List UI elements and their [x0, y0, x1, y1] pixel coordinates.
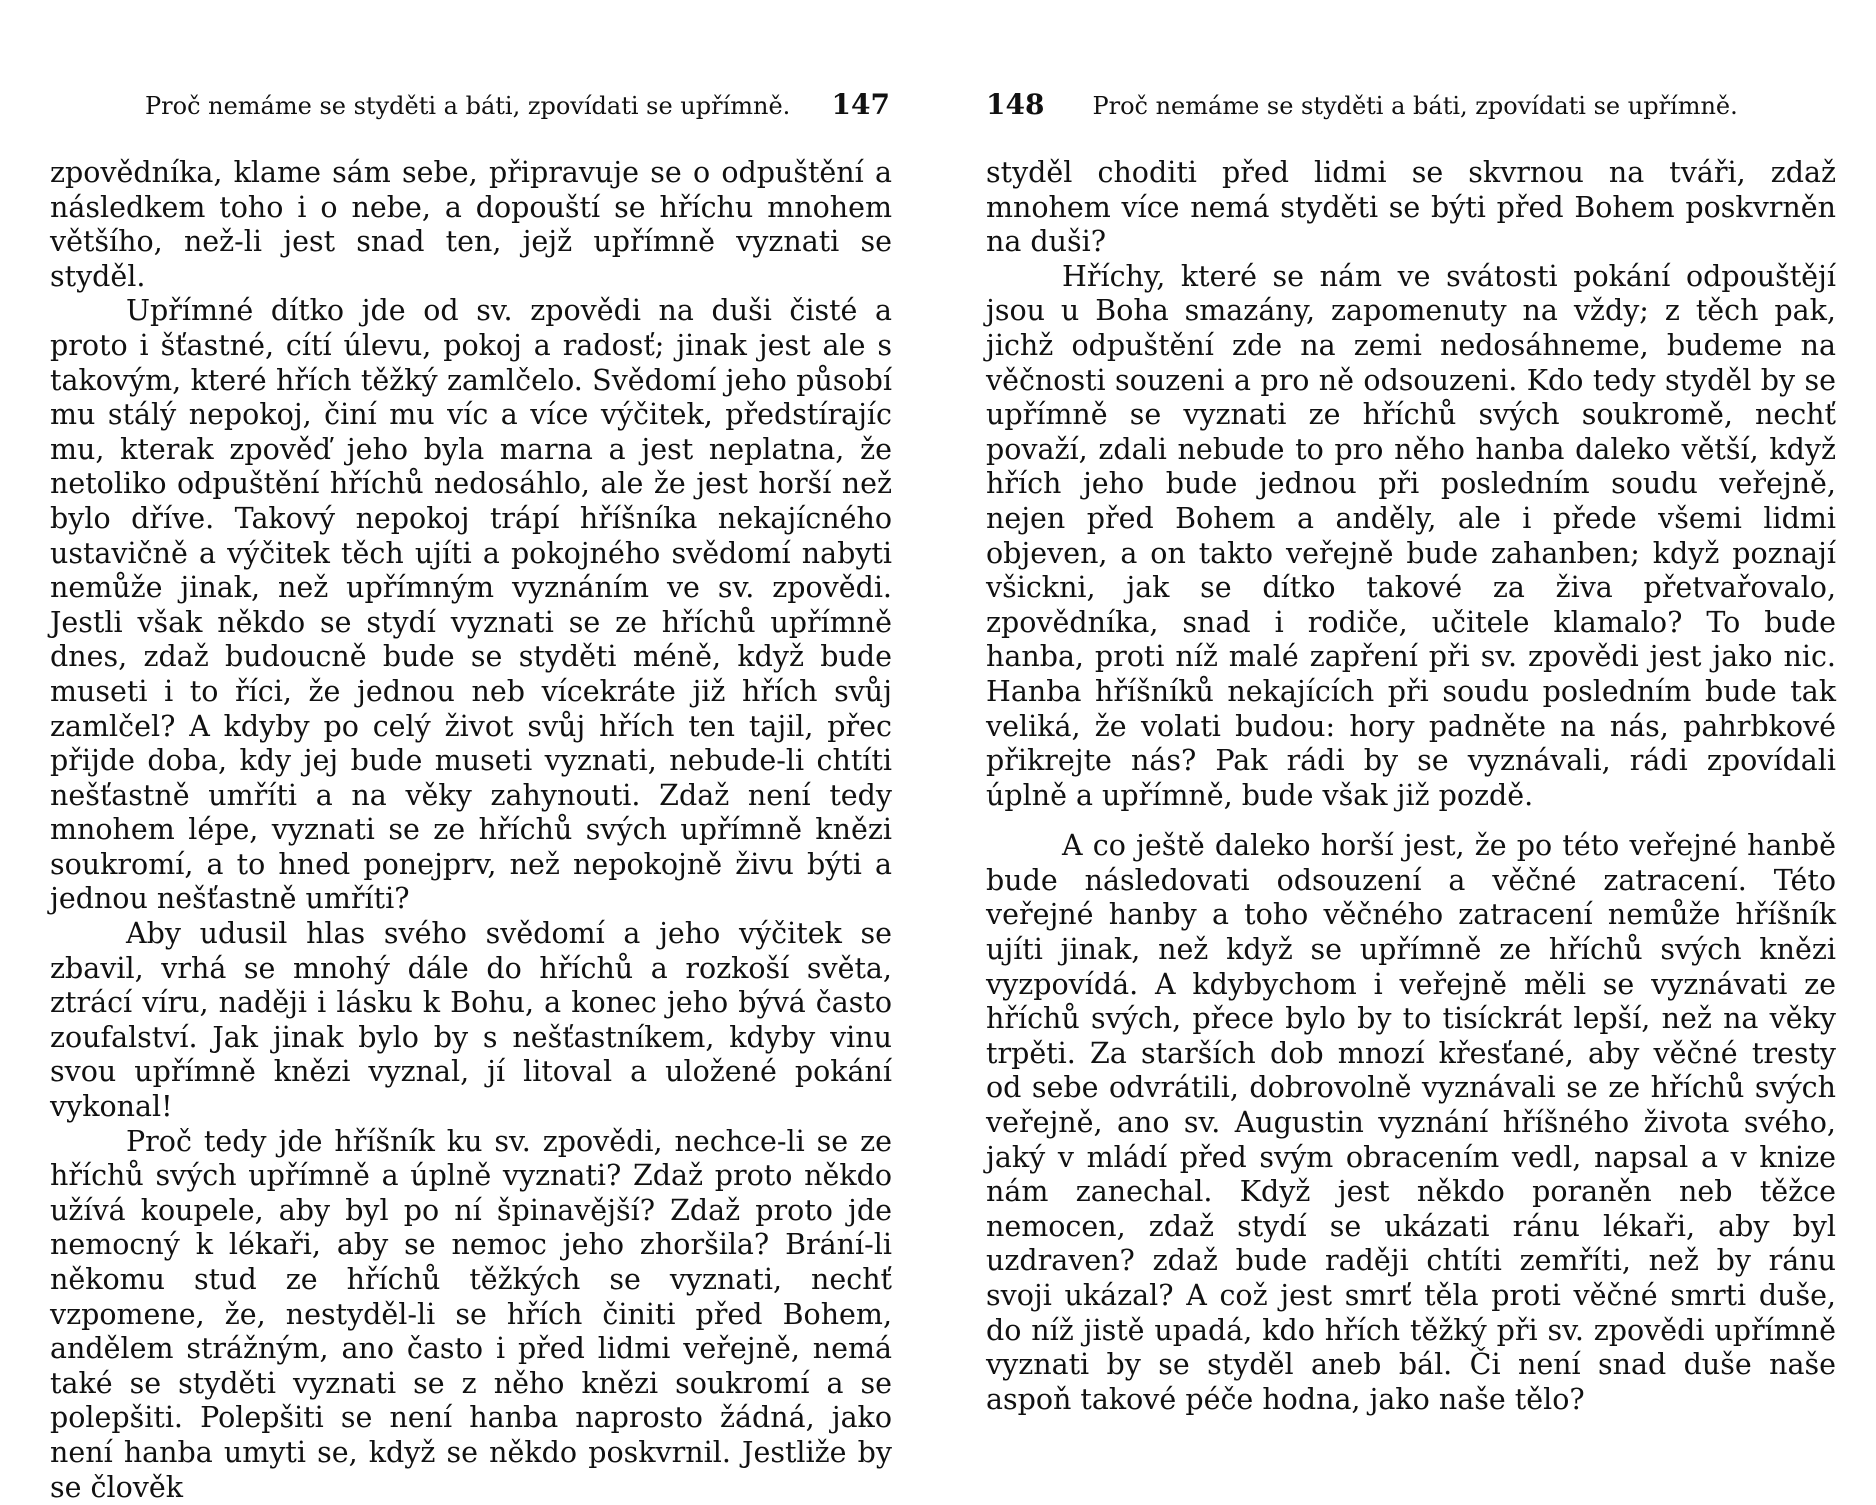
- page-body: [986, 156, 1836, 1417]
- paragraph: styděl choditi před lidmi se skvrnou na tváři, zdaž mnohem více nemá styděti se býti před Bohem poskvrněn na duši?: [986, 156, 1836, 259]
- paragraph: Upřímné dítko jde od sv. zpovědi na duši čisté a proto i šťastné, cítí úlevu, pokoj a radosť; jinak jest ale s takovým, které hřích těžký zamlčelo. Svědomí jeho působí mu stálý nepokoj, činí mu víc a více výčitek, předstírajíc mu, kterak zpověď jeho byla marna a jest neplatna, že netoliko odpuštění hříchů nedosáhlo, ale že jest horší než bylo dříve. Takový nepokoj trápí hříšníka nekajícného ustavičně a výčitek těch ujíti a pokojného svědomí nabyti nemůže jinak, než upřímným vyznáním ve sv. zpovědi. Jestli však někdo se stydí vyznati se ze hříchů upřímně dnes, zdaž budoucně bude se styděti méně, když bude museti i to říci, že jednou neb vícekráte již hřích svůj zamlčel? A kdyby po celý život svůj hřích ten tajil, přec přijde doba, kdy jej bude museti vyznati, nebude-li chtíti nešťastně umříti a na věky zahynouti. Zdaž není tedy mnohem lépe, vyznati se ze hříchů svých upřímně knězi soukromí, a to hned ponejprv, než nepokojně živu býti a jednou nešťastně umříti?: [50, 294, 892, 916]
- paragraph: Proč tedy jde hříšník ku sv. zpovědi, nechce-li se ze hříchů svých upřímně a úplně vyznati? Zdaž proto někdo užívá koupele, aby byl po ní špinavější? Zdaž proto jde nemocný k lékaři, aby se nemoc jeho zhoršila? Brání-li někomu stud ze hříchů těžkých se vyznati, nechť vzpomene, že, nestyděl-li se hřích činiti před Bohem, andělem strážným, ano často i před lidmi veřejně, nemá také se styděti vyznati se z něho knězi soukromí a se polepšiti. Polepšiti se není hanba naprosto žádná, jako není hanba umyti se, když se někdo poskvrnil. Jestliže by se člověk: [50, 1124, 892, 1504]
- paragraph: Hříchy, které se nám ve svátosti pokání odpouštějí jsou u Boha smazány, zapomenuty na vždy; z těch pak, jichž odpuštění zde na zemi nedosáhneme, budeme na věčnosti souzeni a pro ně odsouzeni. Kdo tedy styděl by se upřímně se vyznati ze hříchů svých soukromě, nechť považí, zdali nebude to pro něho hanba daleko větší, když hřích jeho bude jednou při posledním soudu veřejně, nejen před Bohem a anděly, ale i přede všemi lidmi objeven, a on takto veřejně bude zahanben; když poznají všickni, jak se dítko takové za živa přetvařovalo, zpovědníka, snad i rodiče, učitele klamalo? To bude hanba, proti níž malé zapření při sv. zpovědi jest jako nic. Hanba hříšníků nekajících při soudu posledním bude tak veliká, že volati budou: hory padněte na nás, pahrbkové přikrejte nás? Pak rádi by se vyznávali, rádi zpovídali úplně a upřímně, bude však již pozdě.: [986, 259, 1836, 812]
- left-page: [0, 0, 938, 1504]
- paragraph: A co ještě daleko horší jest, že po této veřejné hanbě bude následovati odsouzení a věčné zatracení. Této veřejné hanby a toho věčného zatracení nemůže hříšník ujíti jinak, než když se upřímně ze hříchů svých knězi vyzpovídá. A kdybychom i veřejně měli se vyznávati ze hříchů svých, přece bylo by to tisíckrát lepší, než na věky trpěti. Za starších dob mnozí křesťané, aby věčné tresty od sebe odvrátili, dobrovolně vyznávali se ze hříchů svých veřejně, ano sv. Augustin vyznání hříšného života svého, jaký v mládí před svým obracením vedl, napsal a v knize nám zanechal. Když jest někdo poraněn neb těžce nemocen, zdaž stydí se ukázati ránu lékaři, aby byl uzdraven? zdaž bude raději chtíti zemříti, než by ránu svoji ukázal? A což jest smrť těla proti věčné smrti duše, do níž jistě upadá, kdo hřích těžký při sv. zpovědi upřímně vyznati by se styděl aneb bál. Či není snad duše naše aspoň takové péče hodna, jako naše tělo?: [986, 829, 1836, 1416]
- page-number: 147: [831, 88, 890, 121]
- paragraph: zpovědníka, klame sám sebe, připravuje se o odpuštění a následkem toho i o nebe, a dopouští se hříchu mnohem většího, než-li jest snad ten, jejž upřímně vyznati se styděl.: [50, 156, 892, 293]
- running-header: [145, 88, 890, 124]
- header-title: Proč nemáme se styděti a báti, zpovídati se upřímně.: [145, 92, 791, 120]
- right-page: [938, 0, 1876, 1500]
- header-title: Proč nemáme se styděti a báti, zpovídati se upřímně.: [1092, 92, 1738, 120]
- page-body: [50, 156, 892, 1505]
- running-header: [986, 88, 1816, 124]
- paragraph: Aby udusil hlas svého svědomí a jeho výčitek se zbavil, vrhá se mnohý dále do hříchů a rozkoší světa, ztrácí víru, naději i lásku k Bohu, a konec jeho bývá často zoufalství. Jak jinak bylo by s nešťastníkem, kdyby vinu svou upřímně knězi vyznal, jí litoval a uložené pokání vykonal!: [50, 917, 892, 1124]
- page-number: 148: [986, 88, 1045, 121]
